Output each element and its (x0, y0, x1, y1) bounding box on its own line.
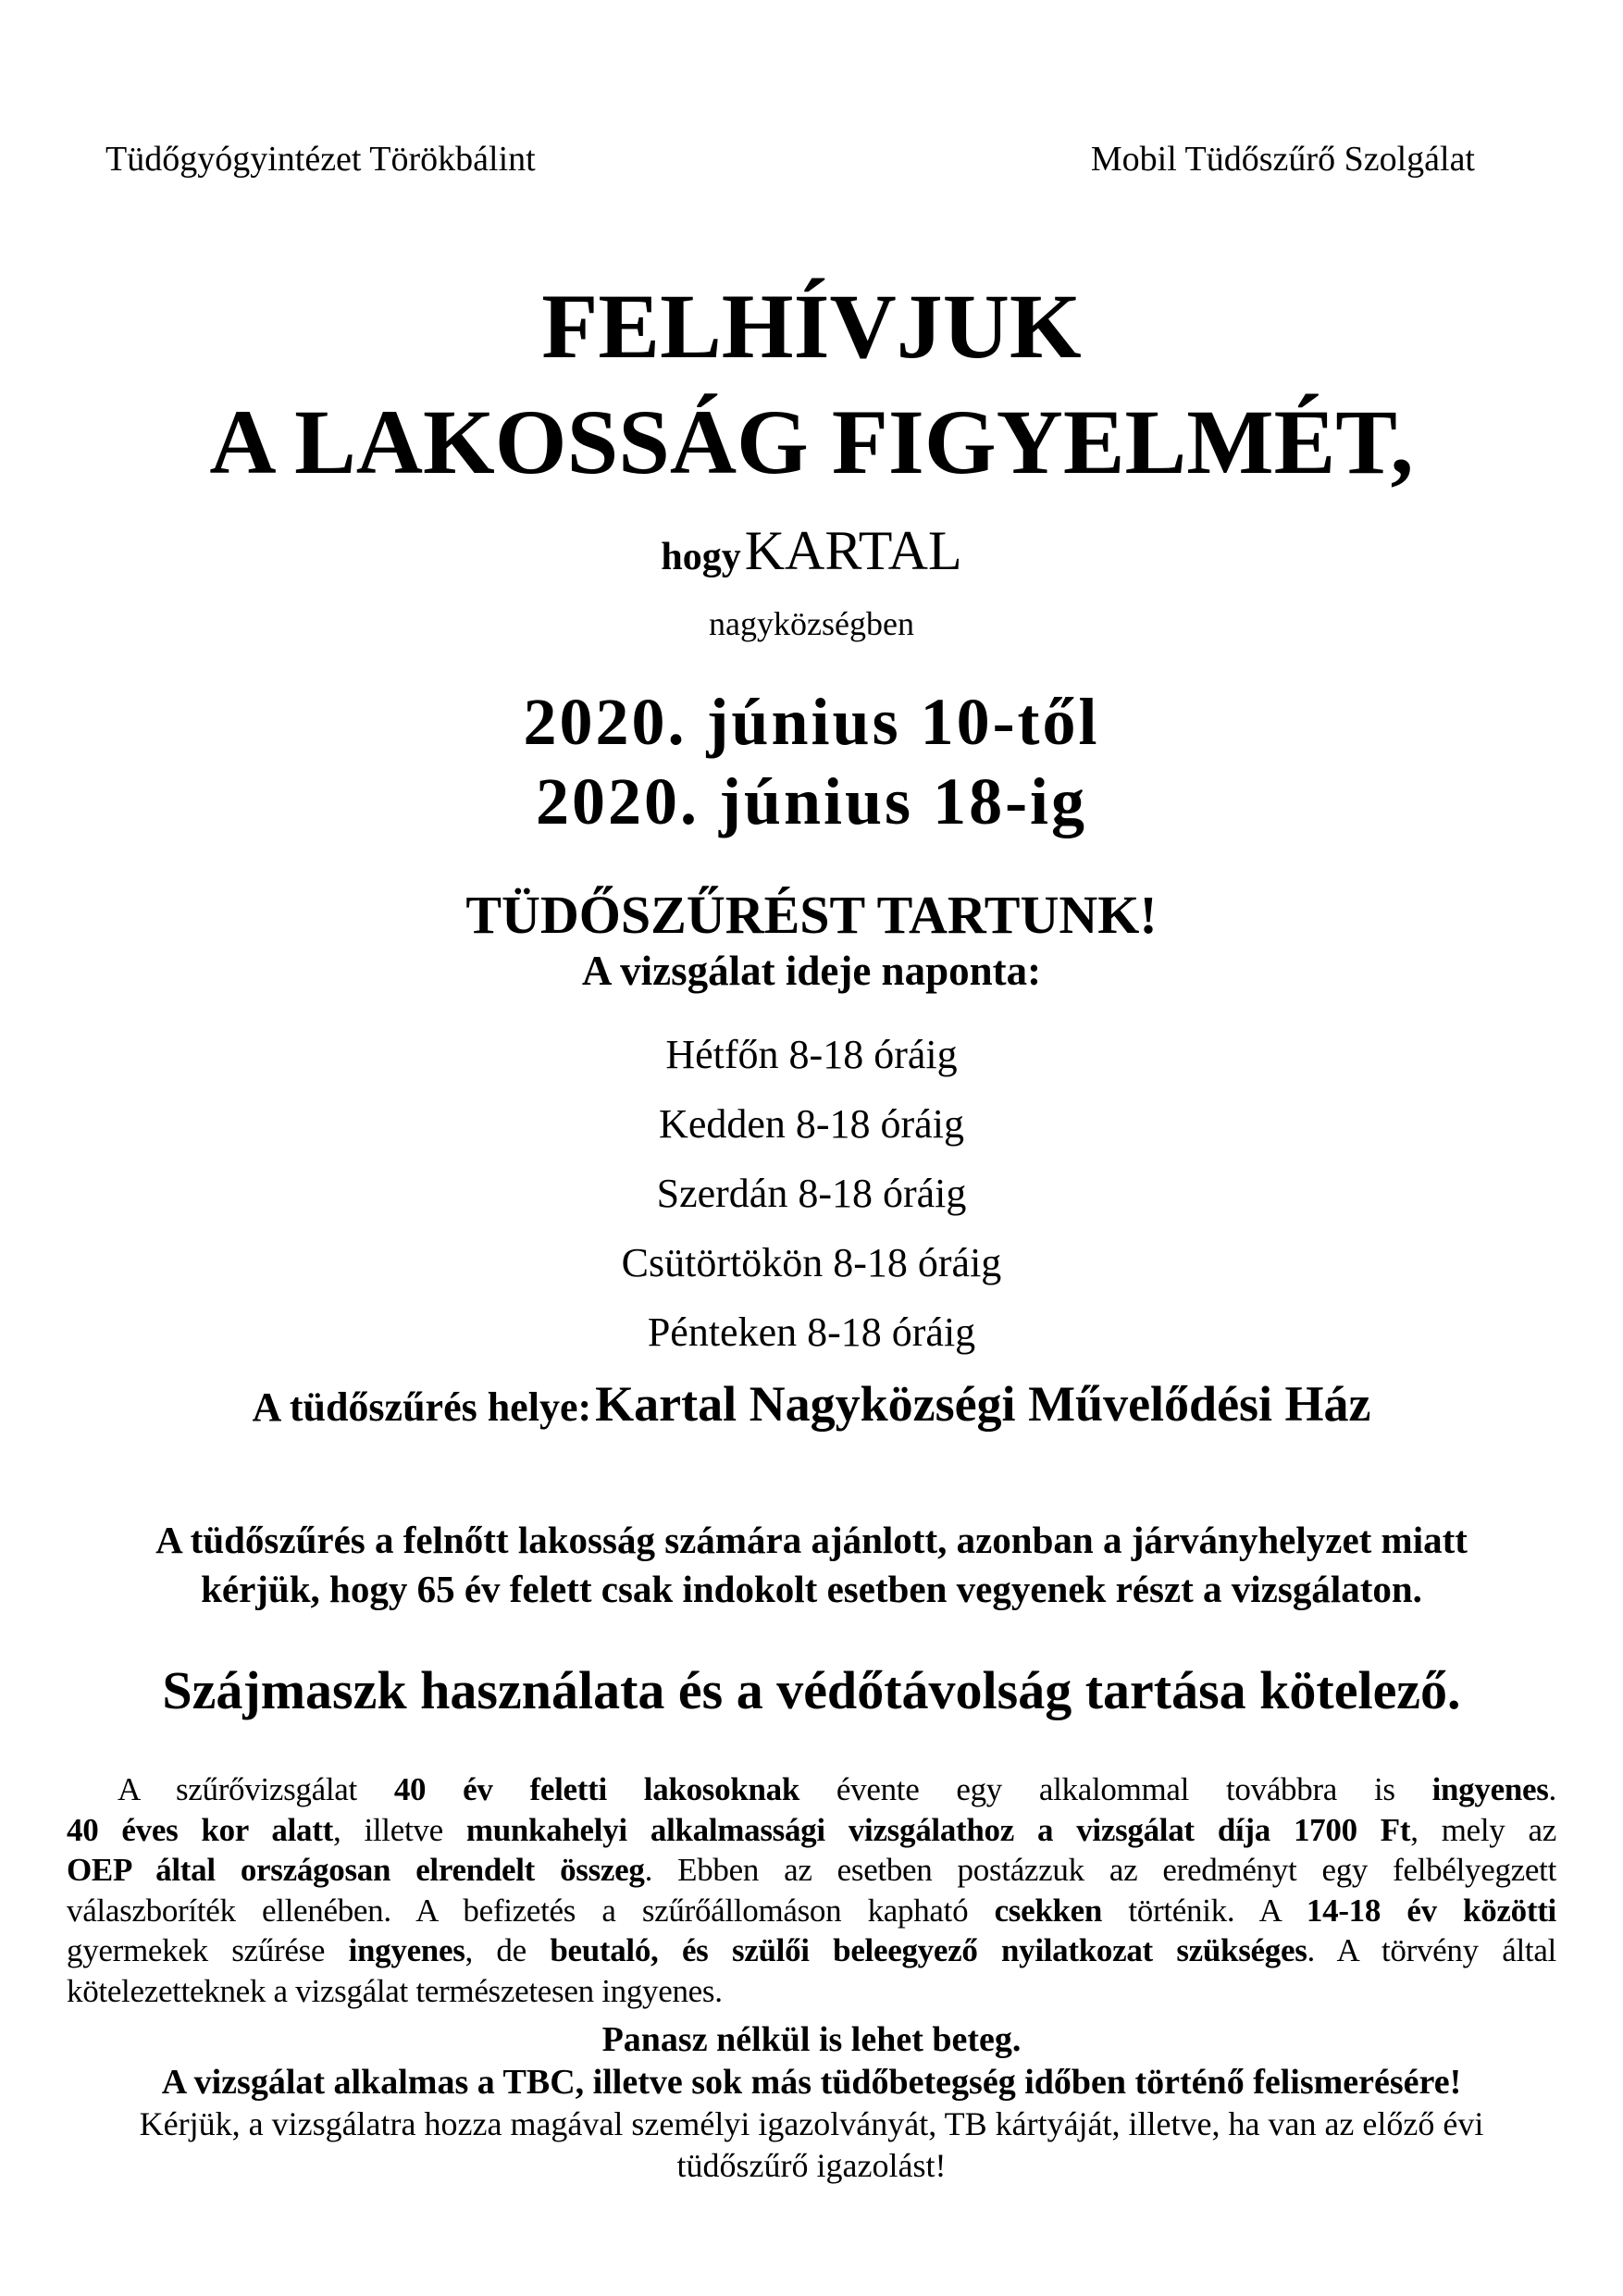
header-service: Mobil Tüdőszűrő Szolgálat (1090, 140, 1475, 179)
covid-notice (0, 1516, 1623, 1614)
schedule-day-friday: Pénteken 8-18 óráig (647, 1309, 976, 1355)
schedule-day-monday: Hétfőn 8-18 óráig (665, 1032, 958, 1077)
page-title-line2: A LAKOSSÁG FIGYELMÉT, (209, 391, 1414, 493)
location-value: Kartal Nagyközségi Művelődési Ház (595, 1376, 1371, 1432)
schedule-day-wednesday: Szerdán 8-18 óráig (656, 1171, 967, 1216)
schedule-title: A vizsgálat ideje naponta: (581, 948, 1042, 994)
subtitle (0, 514, 1623, 602)
village-name: KARTAL (744, 520, 962, 581)
details-line: kötelezetteknek a vizsgálat természetesen ingyenes. (67, 1972, 723, 2009)
bring-documents-line1: Kérjük, a vizsgálatra hozza magával személyi igazolványát, TB kártyáját, illetve, ha van az előző évi (139, 2105, 1484, 2142)
no-symptoms-line: Panasz nélkül is lehet beteg. (601, 2020, 1022, 2059)
covid-notice-line1: A tüdőszűrés a felnőtt lakosság számára ajánlott, azonban a járványhelyzet miatt (155, 1519, 1468, 1561)
details-paragraph (67, 1769, 1556, 2011)
details-line: gyermekek szűrése ingyenes, de beutaló, és szülői beleegyező nyilatkozat szükséges. A törvény által (67, 1932, 1556, 1968)
schedule-list (0, 1020, 1623, 1367)
details-line: 40 éves kor alatt, illetve munkahelyi alkalmassági vizsgálathoz a vizsgálat díja 1700 Ft, mely az (67, 1811, 1556, 1848)
village-suffix: nagyközségben (709, 605, 914, 642)
screening-location (0, 1371, 1623, 1449)
header-institution: Tüdőgyógyintézet Törökbálint (105, 140, 536, 179)
details-line: válaszboríték ellenében. A befizetés a szűrőállomáson kapható csekken történik. A 14-18 év közötti (67, 1892, 1556, 1929)
page-title (0, 268, 1623, 500)
details-line: OEP által országosan elrendelt összeg. Ebben az esetben postázzuk az eredményt egy felbélyegzett (67, 1852, 1556, 1888)
covid-notice-line2: kérjük, hogy 65 év felett csak indokolt esetben vegyenek részt a vizsgálaton. (201, 1568, 1422, 1610)
bring-documents-line2: tüdőszűrő igazolást! (676, 2147, 947, 2184)
details-line: A szűrővizsgálat 40 év feletti lakosoknak évente egy alkalommal továbbra is ingyenes. (118, 1771, 1556, 1807)
event-heading: TÜDŐSZŰRÉST TARTUNK! (465, 885, 1158, 945)
schedule-day-tuesday: Kedden 8-18 óráig (659, 1101, 964, 1147)
date-from: 2020. június 10-től (523, 685, 1100, 759)
location-label: A tüdőszűrés helye: (252, 1384, 592, 1430)
date-range (0, 682, 1623, 841)
subtitle-prefix: hogy (661, 536, 741, 578)
page-title-line1: FELHÍVJUK (541, 275, 1082, 378)
document-header (0, 137, 1623, 181)
date-to: 2020. június 18-ig (535, 764, 1088, 838)
schedule-day-thursday: Csütörtökön 8-18 óráig (621, 1240, 1002, 1285)
tbc-line: A vizsgálat alkalmas a TBC, illetve sok más tüdőbetegség időben történő felismerésére! (161, 2063, 1462, 2102)
mask-rule: Szájmaszk használata és a védőtávolság tartása kötelező. (162, 1660, 1461, 1720)
